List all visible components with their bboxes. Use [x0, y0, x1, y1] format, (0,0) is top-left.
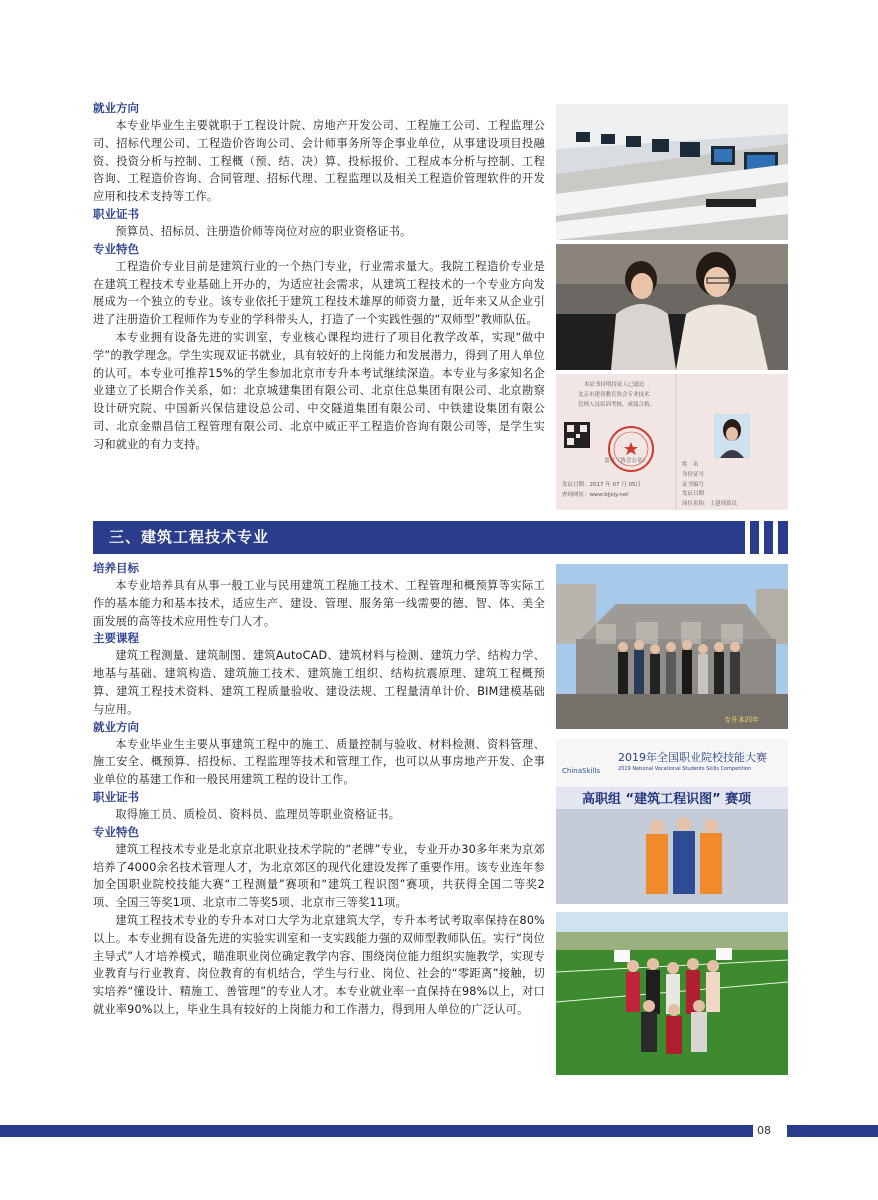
certificate-photo: [556, 374, 788, 510]
footer-bar: [0, 1125, 878, 1137]
course-heading: 主要课程: [93, 631, 139, 646]
goal-heading: 培养目标: [93, 561, 139, 575]
feature-text-1: 工程造价专业目前是建筑行业的一个热门专业，行业需求量大。我院工程造价专业是在建筑工程技术专业基础上开办的，为适应社会需求，从建筑工程技术的一个专业方向发展成为一个独立的专业。该专业依托于建筑工程技术雄厚的师资力量，近年来又从企业引进了注册造价工程师作为专业的学科带头人，打造了一个实践性强的“双师型”教师队伍。: [93, 259, 545, 327]
cert-line-1: 本证书持明持证人已通过: [584, 382, 645, 388]
campus-group-photo: [556, 564, 788, 729]
cert-heading: 职业证书: [93, 206, 139, 221]
cert-query: 查询网址：www.bjjsjy.net: [562, 492, 629, 498]
employment-text-2: 本专业毕业生主要从事建筑工程中的施工、质量控制与验收、材料检测、资料管理、施工安全、概预算、招投标、工程监理等技术和管理工作，也可以从事房地产开发、企事业单位的基建工作和一般民用建筑工程的设计工作。: [93, 737, 545, 787]
top-text-column: [93, 100, 545, 454]
cert-heading-2: 职业证书: [93, 789, 139, 804]
goal-text: 本专业培养具有从事一般工业与民用建筑工程施工技术、工程管理和概预算等实际工作的基本能力和基本技术，适应生产、建设、管理、服务第一线需要的德、智、体、美全面发展的高等技术应用性专门人才。: [93, 579, 545, 628]
employment-heading: 就业方向: [93, 101, 139, 115]
cert-seal: 盖章（协会公章）: [604, 458, 649, 464]
competition-photo: [556, 739, 788, 904]
feature-heading-2: 专业特色: [93, 824, 139, 839]
cert-name: 姓 名: [682, 462, 699, 468]
section-banner: 三、建筑工程技术专业: [93, 521, 745, 554]
banner-stripe: [778, 521, 788, 554]
page-number: 08: [757, 1124, 771, 1137]
field-group-photo: [556, 912, 788, 1075]
china-skills-logo: ChinaSkills: [562, 767, 600, 775]
cert-text-2: 取得施工员、质检员、资料员、监理员等职业资格证书。: [115, 807, 401, 821]
feature-text-3: 建筑工程技术专业是北京京北职业技术学院的“老牌”专业，专业开办30多年来为京郊培养了4000余名技术管理人才，为北京郊区的现代化建设发挥了重要作用。该专业连年参加全国职业院校技能大赛“工程测量”赛项和“建筑工程识图”赛项，共获得全国二等奖2项、全国三等奖1项、北京市二等奖5项、北京市三等奖11项。: [93, 842, 545, 910]
employment-heading-2: 就业方向: [93, 719, 139, 734]
feature-heading: 专业特色: [93, 241, 139, 256]
campus-sign: 专升本四年: [724, 716, 759, 724]
cert-no: 证书编号: [682, 482, 705, 488]
competition-title: 2019年全国职业院校技能大赛: [618, 751, 767, 764]
feature-text-2: 本专业拥有设备先进的实训室，专业核心课程均进行了项目化教学改革，实现“做中学”的教学理念。学生实现双证书就业，具有较好的上岗能力和发展潜力，得到了用人单位的认可。本专业可推荐15%的学生参加北京市专升本考试继续深造。本专业与多家知名企业建立了长期合作关系，如：北京城建集团有限公司、北京住总集团有限公司、北京勘察设计研究院、中国新兴保信建设总公司、中交隧道集团有限公司、中铁建设集团有限公司、北京金鼎昌信工程管理有限公司、北京中威正平工程造价咨询有限公司等，是学生实习和就业的有力支持。: [93, 330, 545, 451]
course-text: 建筑工程测量、建筑制图、建筑AutoCAD、建筑材料与检测、建筑力学、结构力学、地基与基础、建筑构造、建筑施工技术、建筑施工组织、结构抗震原理、建筑工程概预算、建筑工程技术资料、建筑工程质量验收、建设法规、工程量清单计价、BIM建模基础与应用。: [93, 649, 545, 716]
bottom-text-column: [93, 560, 545, 1019]
cert-date: 发证日期: [682, 491, 705, 497]
cert-line-2: 北京市建设教育协会专业技术: [578, 392, 650, 398]
cert-text: 预算员、招标员、注册造价师等岗位对应的职业资格证书。: [115, 224, 412, 238]
computer-lab-photo: [556, 104, 788, 240]
students-photo: [556, 244, 788, 370]
banner-stripe: [764, 521, 773, 554]
cert-id: 身份证号: [682, 472, 705, 478]
competition-event: 高职组 “建筑工程识图” 赛项: [582, 792, 752, 807]
cert-post: 岗位名称：土建预算员: [682, 501, 738, 507]
competition-subtitle: 2019 National Vocational Students Skills Competition: [618, 766, 752, 772]
cert-line-3: 管理人员培训考核，成绩合格。: [578, 402, 656, 408]
banner-stripe: [750, 521, 759, 554]
cert-issue: 发证日期：2017 年 07 月 05日: [562, 482, 641, 488]
feature-text-4: 建筑工程技术专业的专升本对口大学为北京建筑大学，专升本考试考取率保持在80%以上。本专业拥有设备先进的实验实训室和一支实践能力强的双师型教师队伍。实行“岗位主导式”人才培养模式，瞄准职业岗位确定教学内容、围绕岗位能力组织实施教学，实现专业教育与行业教育、岗位教育的有机结合，学生与行业、岗位、社会的“零距离”接触，切实培养“懂设计、精施工、善管理”的专业人才。本专业就业率一直保持在98%以上，对口就业率90%以上，毕业生具有较好的上岗能力和工作潜力，得到用人单位的广泛认可。: [93, 913, 545, 1016]
employment-text: 本专业毕业生主要就职于工程设计院、房地产开发公司、工程施工公司、工程监理公司、招标代理公司、工程造价咨询公司、会计师事务所等企事业单位，从事建设项目投融资、投资分析与控制、工程概（预、结、决）算、投标报价、工程成本分析与控制、工程咨询、工程造价咨询、合同管理、招标代理、工程监理以及相关工程造价管理软件的开发应用和技术支持等工作。: [93, 119, 545, 204]
